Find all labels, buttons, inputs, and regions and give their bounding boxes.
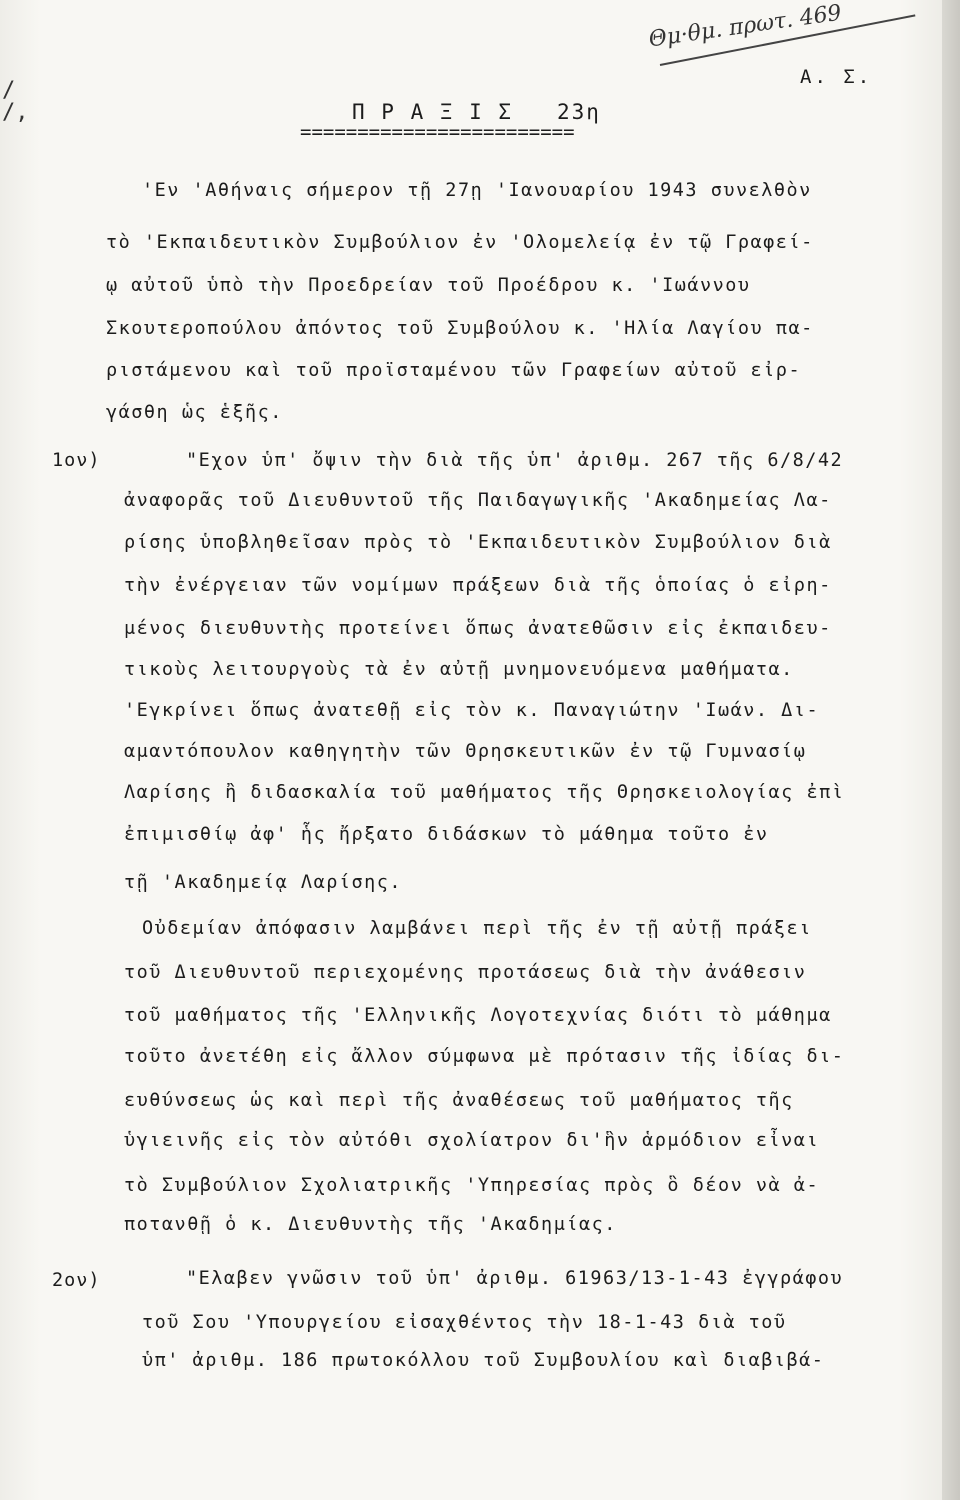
item-line: τὸ Συμβούλιον Σχολιατρικῆς 'Υπηρεσίας πρὸς ὃ δέον νὰ ἀ- (124, 1175, 820, 1196)
page-title: Π Ρ Α Ξ Ι Σ 23η (352, 100, 601, 124)
item-line: ρίσης ὑποβληθεῖσαν πρὸς τὸ 'Εκπαιδευτικὸν Συμβούλιον διὰ (124, 532, 832, 553)
item-line: ευθύνσεως ὡς καὶ περὶ τῆς ἀναθέσεως τοῦ μαθήματος τῆς (124, 1090, 794, 1111)
title-underline: ======================== (300, 121, 575, 143)
item-number: 2ον) (52, 1270, 101, 1291)
intro-line: 'Εν 'Αθήναις σήμερον τῇ 27ῃ 'Ιανουαρίου 1943 συνελθὸν (142, 180, 812, 201)
item-line: τοῦ Σου 'Υπουργείου εἰσαχθέντος τὴν 18-1-43 διὰ τοῦ (142, 1312, 787, 1333)
item-line: Οὐδεμίαν ἀπόφασιν λαμβάνει περὶ τῆς ἐν τῇ αὐτῇ πράξει (142, 918, 812, 939)
intro-line: τὸ 'Εκπαιδευτικὸν Συμβούλιον ἐν 'Ολομελείᾳ ἐν τῷ Γραφεί- (106, 232, 814, 253)
item-line: μένος διευθυντὴς προτείνει ὅπως ἀνατεθῶσιν εἰς ἐκπαιδευ- (124, 618, 832, 639)
item-line: "Εχον ὑπ' ὄψιν τὴν διὰ τῆς ὑπ' ἀριθμ. 267 τῆς 6/8/42 (186, 450, 844, 471)
intro-line: γάσθη ὡς ἑξῆς. (106, 402, 283, 423)
item-line: τοῦ Διευθυντοῦ περιεχομένης προτάσεως διὰ τὴν ἀνάθεσιν (124, 962, 807, 983)
page-edge (942, 0, 960, 1500)
item-line: ἀναφορᾶς τοῦ Διευθυντοῦ τῆς Παιδαγωγικῆς 'Ακαδημείας Λα- (124, 490, 832, 511)
item-line: "Ελαβεν γνῶσιν τοῦ ὑπ' ἀριθμ. 61963/13-1-43 ἐγγράφου (186, 1268, 844, 1289)
item-line: ὑπ' ἀριθμ. 186 πρωτοκόλλου τοῦ Συμβουλίου καὶ διαβιβά- (142, 1350, 825, 1371)
item-line: αμαντόπουλον καθηγητὴν τῶν Θρησκευτικῶν ἐν τῷ Γυμνασίῳ (124, 741, 807, 762)
item-line: τὴν ἐνέργειαν τῶν νομίμων πράξεων διὰ τῆς ὁποίας ὁ εἰρη- (124, 575, 832, 596)
item-line: τοῦ μαθήματος τῆς 'Ελληνικῆς Λογοτεχνίας διότι τὸ μάθημα (124, 1005, 832, 1026)
item-line: τοῦτο ἀνετέθη εἰς ἄλλον σύμφωνα μὲ πρότασιν τῆς ἰδίας δι- (124, 1046, 845, 1067)
item-line: ἐπιμισθίῳ ἀφ' ἧς ἤρξατο διδάσκων τὸ μάθημα τοῦτο ἐν (124, 824, 769, 845)
item-number: 1ον) (52, 450, 101, 471)
handwritten-annotation: Θμ·θμ. πρωτ. 469 (647, 0, 844, 53)
archive-code: Α. Σ. (800, 66, 873, 88)
intro-line: Σκουτεροπούλου ἀπόντος τοῦ Συμβούλου κ. 'Ηλία Λαγίου πα- (106, 318, 814, 339)
intro-line: ριστάμενου καὶ τοῦ προϊσταμένου τῶν Γραφείων αὐτοῦ εἰρ- (106, 360, 802, 381)
item-line: 'Εγκρίνει ὅπως ἀνατεθῇ εἰς τὸν κ. Παναγιώτην 'Ιωάν. Δι- (124, 700, 820, 721)
margin-marks (2, 80, 29, 124)
intro-line: ῳ αὐτοῦ ὑπὸ τὴν Προεδρείαν τοῦ Προέδρου κ. 'Ιωάννου (106, 275, 751, 296)
item-line: ὑγιεινῆς εἰς τὸν αὐτόθι σχολίατρον δι'ἣν ἁρμόδιον εἶναι (124, 1130, 820, 1151)
margin-mark: / (2, 78, 16, 103)
margin-mark: /, (2, 100, 29, 125)
item-line: τῇ 'Ακαδημείᾳ Λαρίσης. (124, 872, 403, 893)
item-line: τικοὺς λειτουργοὺς τὰ ἐν αὐτῇ μνημονευόμενα μαθήματα. (124, 659, 794, 680)
item-line: ποτανθῇ ὁ κ. Διευθυντὴς τῆς 'Ακαδημίας. (124, 1214, 617, 1235)
item-line: Λαρίσης ἢ διδασκαλία τοῦ μαθήματος τῆς Θρησκειολογίας ἐπὶ (124, 782, 845, 803)
